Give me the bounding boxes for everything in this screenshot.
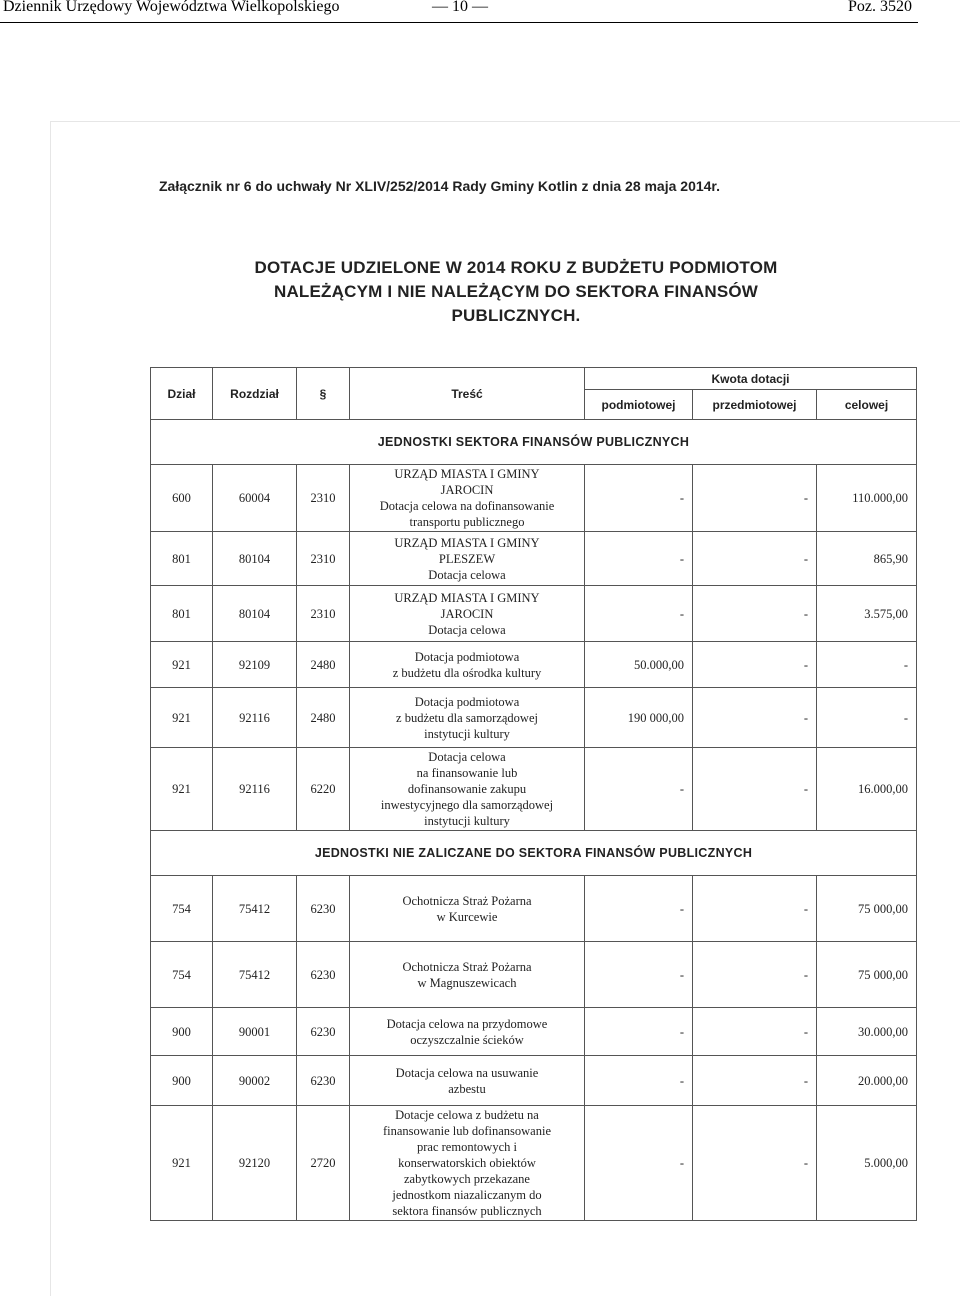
cell-celowa: - [817, 688, 917, 748]
cell-przedmiotowa: - [693, 465, 817, 532]
cell-podmiotowa: - [585, 532, 693, 586]
description-line: Dotacja podmiotowa [414, 694, 520, 709]
description-line: w Kurcewie [436, 909, 498, 924]
description-line: URZĄD MIASTA I GMINY [394, 535, 540, 550]
cell-podmiotowa: - [585, 1056, 693, 1106]
description-line: w Magnuszewicach [417, 975, 517, 990]
description-line: JAROCIN [440, 606, 494, 621]
header-tresc: Treść [350, 368, 585, 420]
cell-rozdzial: 80104 [213, 532, 297, 586]
cell-tresc [350, 642, 585, 688]
cell-celowa: 5.000,00 [817, 1106, 917, 1221]
cell-rozdzial: 92120 [213, 1106, 297, 1221]
cell-rozdzial: 60004 [213, 465, 297, 532]
description-line: Ochotnicza Straż Pożarna [402, 959, 532, 974]
section-header-row [151, 831, 917, 876]
description-line: Dotacja celowa na usuwanie [395, 1065, 539, 1080]
cell-podmiotowa: 50.000,00 [585, 642, 693, 688]
cell-tresc [350, 1056, 585, 1106]
cell-przedmiotowa: - [693, 642, 817, 688]
section-title: JEDNOSTKI SEKTORA FINANSÓW PUBLICZNYCH [151, 420, 917, 465]
cell-podmiotowa: 190 000,00 [585, 688, 693, 748]
description-line: z budżetu dla samorządowej [396, 710, 538, 725]
description-line: Dotacja podmiotowa [414, 649, 520, 664]
table-row [151, 642, 917, 688]
cell-tresc [350, 465, 585, 532]
cell-tresc [350, 1106, 585, 1221]
cell-przedmiotowa: - [693, 1106, 817, 1221]
cell-przedmiotowa: - [693, 532, 817, 586]
cell-przedmiotowa: - [693, 586, 817, 642]
description-line: zabytkowych przekazane [404, 1172, 530, 1186]
description-line: na finansowanie lub [416, 766, 518, 780]
table-row [151, 876, 917, 942]
table-body [151, 420, 917, 1221]
cell-rozdzial: 92116 [213, 748, 297, 831]
description-line: azbestu [448, 1081, 486, 1096]
header-podmiotowej: podmiotowej [585, 390, 693, 420]
description-line: dofinansowanie zakupu [407, 782, 527, 796]
cell-paragraph: 6230 [297, 942, 350, 1008]
cell-dzial: 600 [151, 465, 213, 532]
description-line: Dotacja celowa [428, 750, 506, 764]
cell-dzial: 900 [151, 1008, 213, 1056]
cell-paragraph: 2720 [297, 1106, 350, 1221]
header-rozdzial: Rozdział [213, 368, 297, 420]
cell-dzial: 921 [151, 688, 213, 748]
cell-podmiotowa: - [585, 465, 693, 532]
cell-podmiotowa: - [585, 876, 693, 942]
description-line: prac remontowych i [417, 1140, 517, 1154]
cell-tresc [350, 942, 585, 1008]
cell-dzial: 921 [151, 1106, 213, 1221]
cell-tresc [350, 876, 585, 942]
description-line: instytucji kultury [424, 814, 510, 828]
section-title: JEDNOSTKI NIE ZALICZANE DO SEKTORA FINANSÓW PUBLICZNYCH [151, 831, 917, 876]
table-row [151, 748, 917, 831]
cell-dzial: 801 [151, 532, 213, 586]
title-line: NALEŻĄCYM I NIE NALEŻĄCYM DO SEKTORA FINANSÓW [273, 282, 759, 301]
cell-podmiotowa: - [585, 1008, 693, 1056]
description-line: Ochotnicza Straż Pożarna [402, 893, 532, 908]
cell-tresc [350, 1008, 585, 1056]
cell-dzial: 921 [151, 748, 213, 831]
cell-rozdzial: 75412 [213, 876, 297, 942]
description-line: oczyszczalnie ścieków [410, 1032, 524, 1047]
cell-paragraph: 6230 [297, 1056, 350, 1106]
cell-paragraph: 2310 [297, 586, 350, 642]
cell-celowa: 75 000,00 [817, 876, 917, 942]
cell-paragraph: 6230 [297, 1008, 350, 1056]
header-celowej: celowej [817, 390, 917, 420]
cell-podmiotowa: - [585, 942, 693, 1008]
description-line: URZĄD MIASTA I GMINY [394, 467, 540, 481]
description-line: jednostkom niazaliczanym do [392, 1188, 542, 1202]
table-row [151, 586, 917, 642]
cell-dzial: 900 [151, 1056, 213, 1106]
cell-tresc [350, 532, 585, 586]
title-line: PUBLICZNYCH. [451, 306, 581, 325]
cell-paragraph: 2480 [297, 688, 350, 748]
header-dzial: Dział [151, 368, 213, 420]
cell-przedmiotowa: - [693, 942, 817, 1008]
cell-przedmiotowa: - [693, 1008, 817, 1056]
scanned-attachment-page [50, 121, 960, 1296]
cell-paragraph: 6220 [297, 748, 350, 831]
document-title [171, 256, 861, 328]
description-line: transportu publicznego [409, 515, 525, 529]
cell-rozdzial: 75412 [213, 942, 297, 1008]
description-line: z budżetu dla ośrodka kultury [392, 665, 542, 680]
description-line: Dotacja celowa na przydomowe [386, 1016, 548, 1031]
table-row [151, 688, 917, 748]
journal-title: Dziennik Urzędowy Województwa Wielkopolskiego [3, 0, 340, 15]
header-przedmiotowej: przedmiotowej [693, 390, 817, 420]
title-line: DOTACJE UDZIELONE W 2014 ROKU Z BUDŻETU PODMIOTOM [254, 258, 778, 277]
cell-celowa: 20.000,00 [817, 1056, 917, 1106]
description-line: sektora finansów publicznych [392, 1204, 542, 1218]
cell-rozdzial: 92116 [213, 688, 297, 748]
section-header-row [151, 420, 917, 465]
cell-przedmiotowa: - [693, 688, 817, 748]
cell-podmiotowa: - [585, 748, 693, 831]
cell-przedmiotowa: - [693, 748, 817, 831]
cell-przedmiotowa: - [693, 876, 817, 942]
cell-paragraph: 2310 [297, 465, 350, 532]
description-line: instytucji kultury [424, 726, 510, 741]
description-line: JAROCIN [440, 483, 494, 497]
cell-dzial: 801 [151, 586, 213, 642]
attachment-line: Załącznik nr 6 do uchwały Nr XLIV/252/2014 Rady Gminy Kotlin z dnia 28 maja 2014r. [159, 178, 720, 194]
cell-rozdzial: 92109 [213, 642, 297, 688]
description-line: Dotacja celowa na dofinansowanie [379, 499, 555, 513]
cell-celowa: - [817, 642, 917, 688]
cell-celowa: 3.575,00 [817, 586, 917, 642]
table-row [151, 1008, 917, 1056]
table-row [151, 532, 917, 586]
cell-paragraph: 2310 [297, 532, 350, 586]
position-number: Poz. 3520 [848, 0, 912, 15]
cell-dzial: 754 [151, 942, 213, 1008]
grants-table [150, 367, 917, 1221]
cell-tresc [350, 748, 585, 831]
cell-podmiotowa: - [585, 1106, 693, 1221]
cell-rozdzial: 90002 [213, 1056, 297, 1106]
cell-tresc [350, 688, 585, 748]
cell-dzial: 921 [151, 642, 213, 688]
table-row [151, 465, 917, 532]
description-line: finansowanie lub dofinansowanie [382, 1124, 551, 1138]
cell-przedmiotowa: - [693, 1056, 817, 1106]
page-number: — 10 — [432, 0, 488, 15]
cell-paragraph: 2480 [297, 642, 350, 688]
description-line: inwestycyjnego dla samorządowej [380, 798, 554, 812]
description-line: konserwatorskich obiektów [398, 1156, 536, 1170]
description-line: URZĄD MIASTA I GMINY [394, 590, 540, 605]
cell-tresc [350, 586, 585, 642]
header-kwota-dotacji: Kwota dotacji [585, 368, 917, 390]
description-line: Dotacje celowa z budżetu na [395, 1108, 539, 1122]
cell-podmiotowa: - [585, 586, 693, 642]
cell-rozdzial: 90001 [213, 1008, 297, 1056]
cell-celowa: 865,90 [817, 532, 917, 586]
table-row [151, 1106, 917, 1221]
cell-celowa: 110.000,00 [817, 465, 917, 532]
cell-rozdzial: 80104 [213, 586, 297, 642]
table-row [151, 1056, 917, 1106]
cell-celowa: 30.000,00 [817, 1008, 917, 1056]
running-header [0, 0, 918, 23]
description-line: PLESZEW [438, 551, 496, 566]
cell-celowa: 16.000,00 [817, 748, 917, 831]
header-paragraph: § [297, 368, 350, 420]
description-line: Dotacja celowa [428, 622, 506, 637]
table-row [151, 942, 917, 1008]
table-header [151, 368, 917, 420]
description-line: Dotacja celowa [428, 567, 506, 582]
cell-dzial: 754 [151, 876, 213, 942]
cell-paragraph: 6230 [297, 876, 350, 942]
cell-celowa: 75 000,00 [817, 942, 917, 1008]
